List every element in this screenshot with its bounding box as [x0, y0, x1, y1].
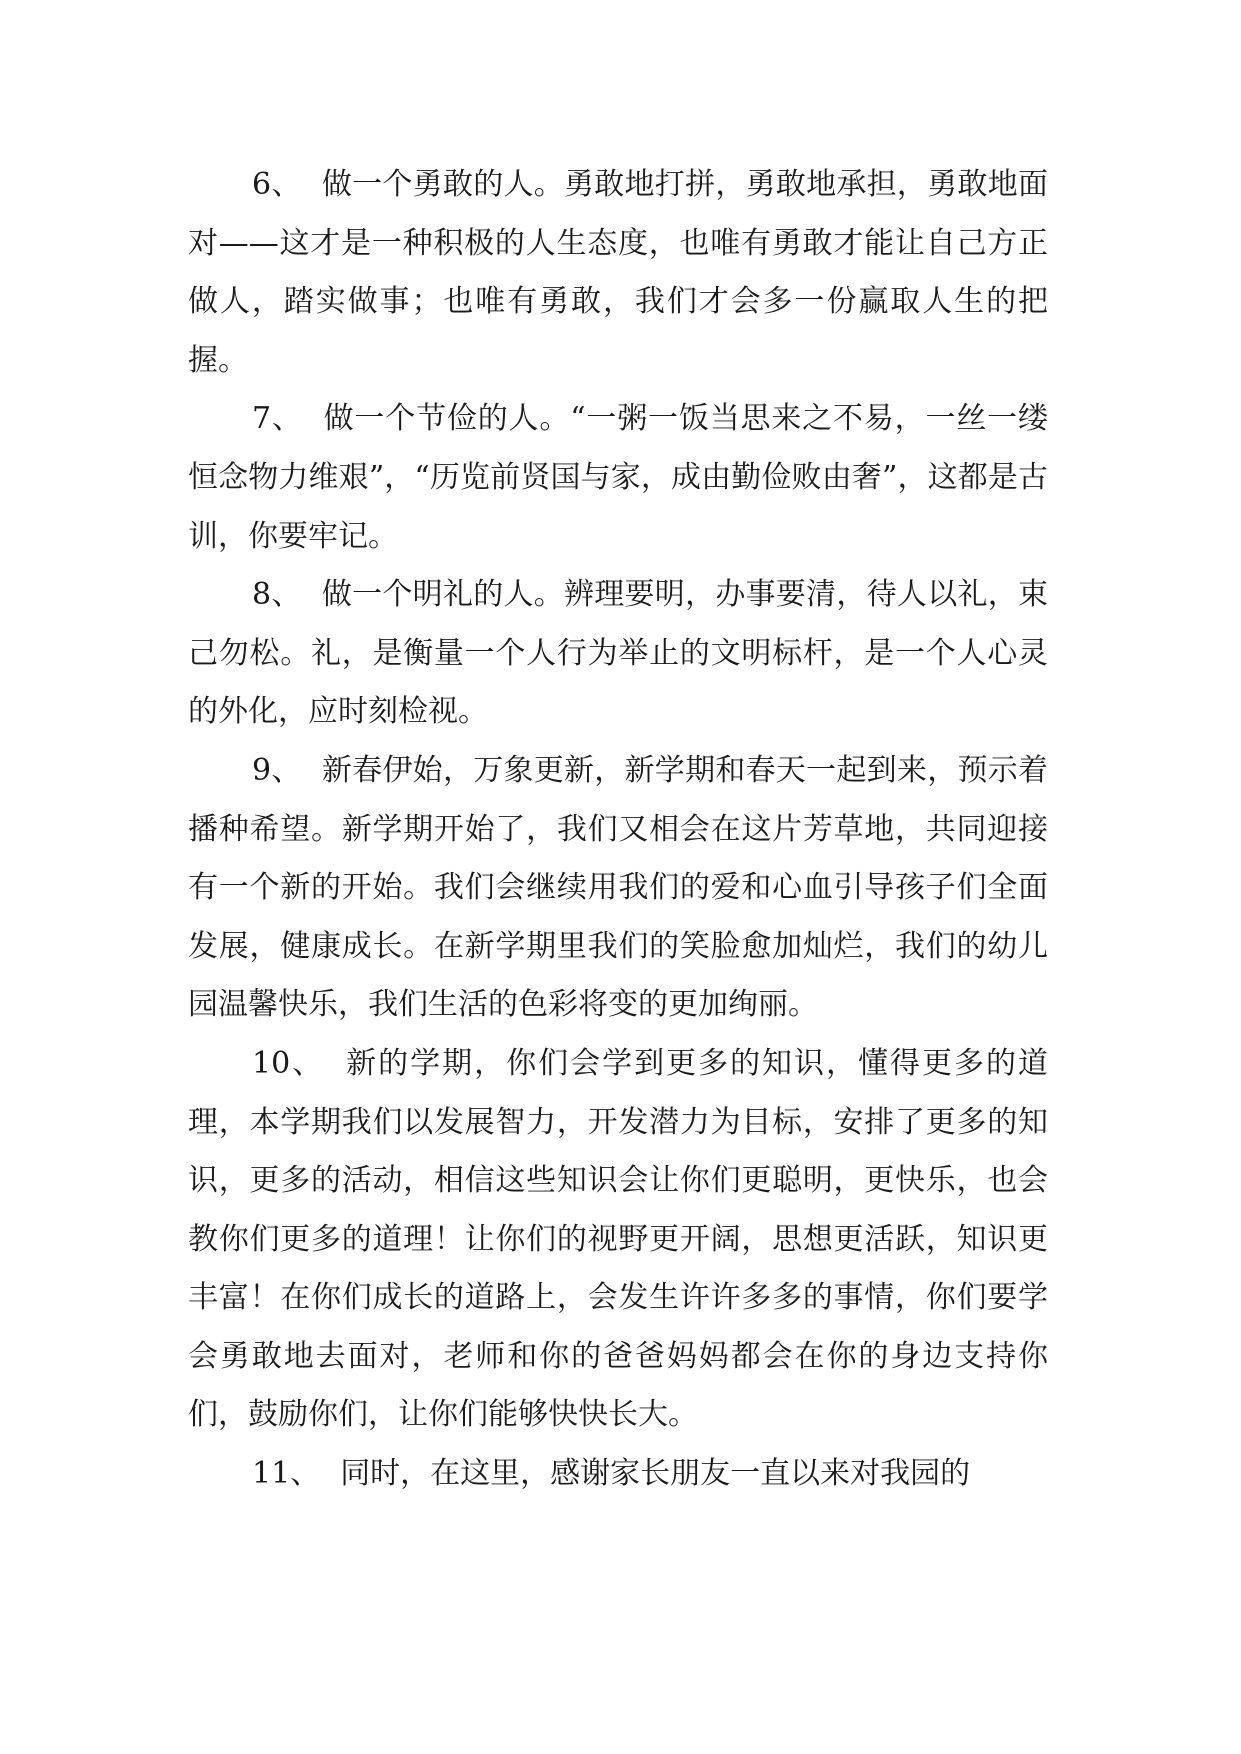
paragraph-number: 10、 — [252, 1045, 325, 1081]
paragraph-text: 新春伊始，万象更新，新学期和春天一起到来，预示着播种希望。新学期开始了，我们又相会在这片芳草地，共同迎接有一个新的开始。我们会继续用我们的爱和心血引导孩子们全面发展，健康成长。在新学期里我们的笑脸愈加灿烂，我们的幼儿园温馨快乐，我们生活的色彩将变的更加绚丽。 — [188, 752, 1048, 1023]
paragraph-text: 做一个勇敢的人。勇敢地打拼，勇敢地承担，勇敢地面对——这才是一种积极的人生态度，也唯有勇敢才能让自己方正做人，踏实做事；也唯有勇敢，我们才会多一份赢取人生的把握。 — [188, 167, 1048, 378]
paragraph-number: 8、 — [252, 577, 302, 613]
paragraph-6 — [188, 156, 1048, 390]
document-body — [188, 156, 1048, 1504]
paragraph-number: 11、 — [252, 1456, 321, 1492]
paragraph-number: 9、 — [252, 752, 302, 788]
paragraph-text: 新的学期，你们会学到更多的知识，懂得更多的道理，本学期我们以发展智力，开发潜力为目标，安排了更多的知识，更多的活动，相信这些知识会让你们更聪明，更快乐，也会教你们更多的道理！让你们的视野更开阔，思想更活跃，知识更丰富！在你们成长的道路上，会发生许许多多的事情，你们要学会勇敢地去面对，老师和你的爸爸妈妈都会在你的身边支持你们，鼓励你们，让你们能够快快长大。 — [188, 1045, 1048, 1433]
paragraph-7 — [188, 390, 1048, 566]
paragraph-number: 7、 — [252, 401, 303, 437]
paragraph-8 — [188, 566, 1048, 742]
paragraph-10 — [188, 1035, 1048, 1445]
paragraph-text: 做一个节俭的人。“一粥一饭当思来之不易，一丝一缕恒念物力维艰”，“历览前贤国与家，成由勤俭败由奢”，这都是古训，你要牢记。 — [188, 401, 1048, 554]
paragraph-9 — [188, 742, 1048, 1035]
paragraph-text: 做一个明礼的人。辨理要明，办事要清，待人以礼，束己勿松。礼，是衡量一个人行为举止的文明标杆，是一个人心灵的外化，应时刻检视。 — [188, 577, 1048, 730]
paragraph-number: 6、 — [252, 167, 302, 202]
paragraph-text: 同时，在这里，感谢家长朋友一直以来对我园的 — [340, 1456, 971, 1492]
paragraph-11 — [188, 1445, 1048, 1504]
